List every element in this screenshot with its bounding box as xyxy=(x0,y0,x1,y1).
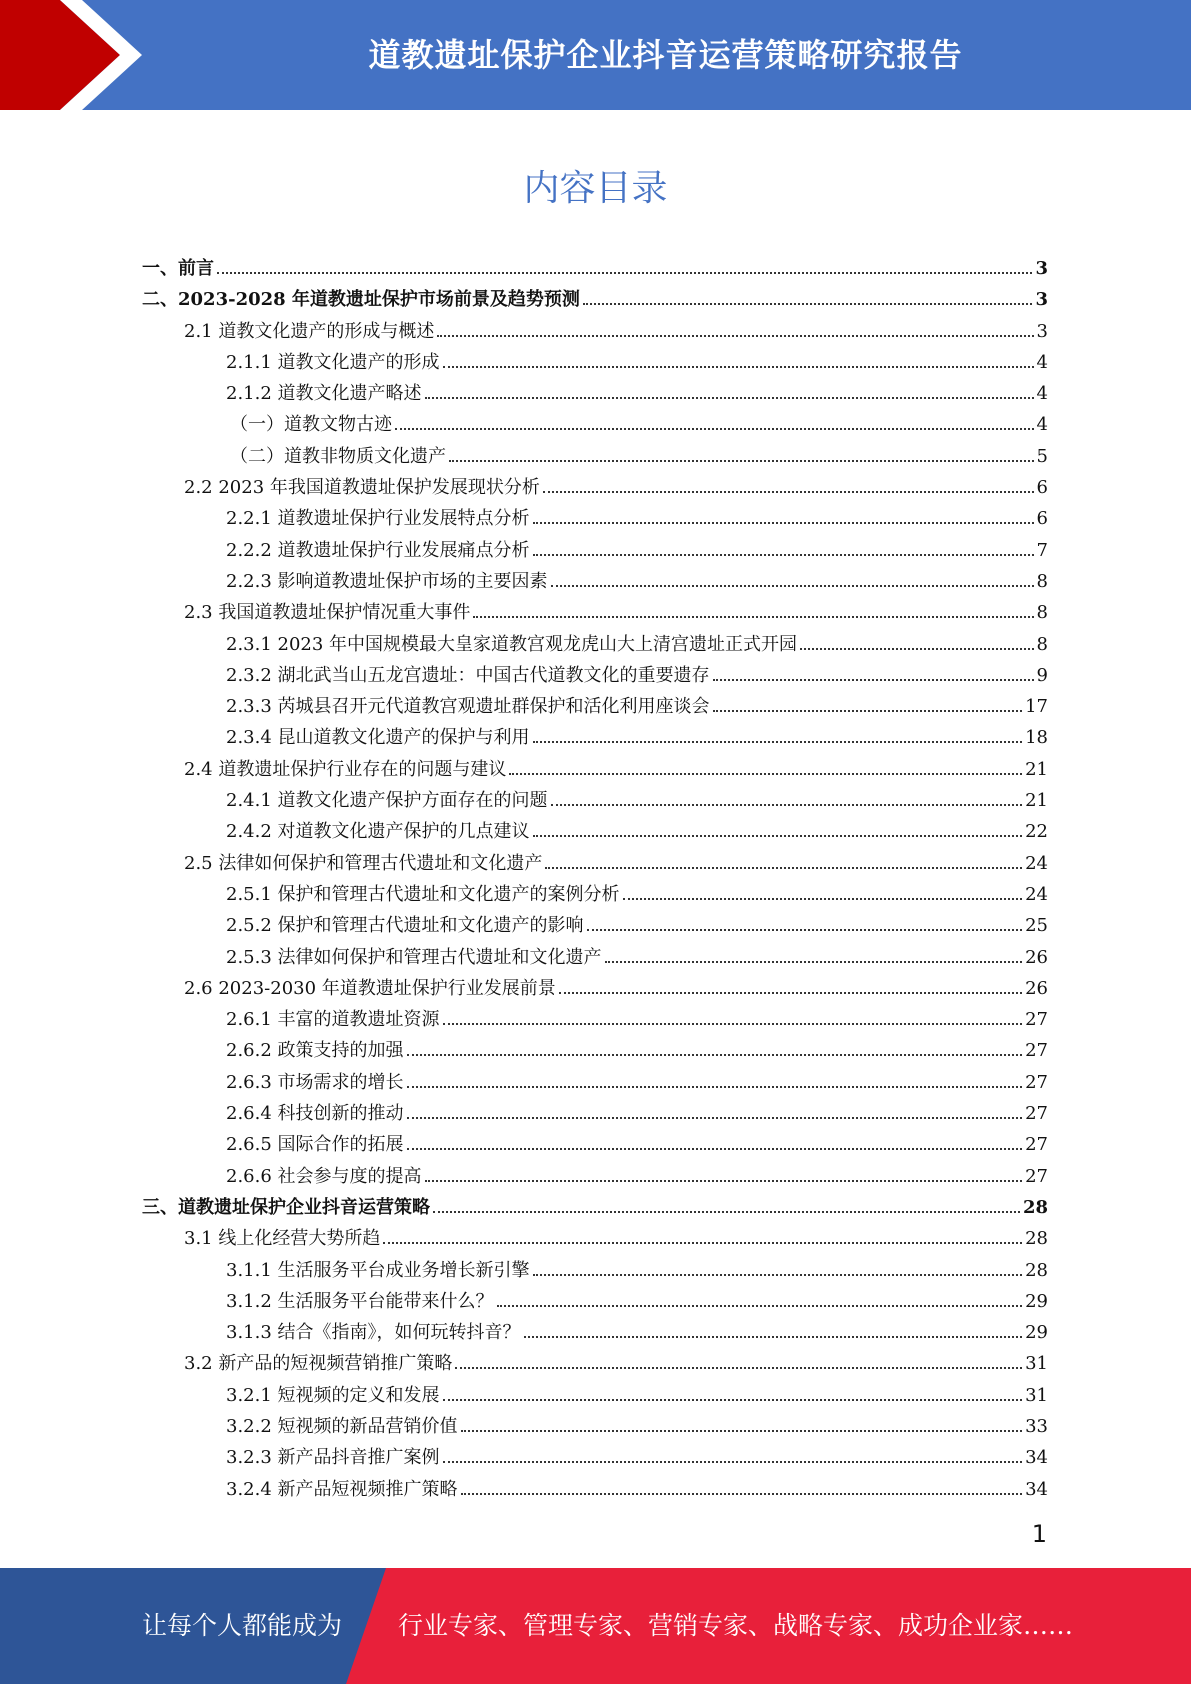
toc-entry[interactable] xyxy=(142,942,1048,973)
toc-entry-title: 2.1 道教文化遗产的形成与概述 xyxy=(184,320,435,342)
toc-entry-page: 7 xyxy=(1036,539,1048,561)
toc-entry-title: 2.2.1 道教遗址保护行业发展特点分析 xyxy=(226,508,530,530)
toc-entry-title: 2.3.3 芮城县召开元代道教宫观遗址群保护和活化利用座谈会 xyxy=(226,696,710,718)
toc-entry-title: 2.6.3 市场需求的增长 xyxy=(226,1071,404,1093)
toc-entry-title: 2.3.1 2023 年中国规模最大皇家道教宫观龙虎山大上清宫遗址正式开园 xyxy=(226,633,798,655)
toc-leader-dots xyxy=(425,397,1034,399)
toc-entry[interactable] xyxy=(142,1004,1048,1035)
toc-leader-dots xyxy=(583,303,1033,305)
toc-entry-page: 27 xyxy=(1025,1134,1048,1156)
toc-leader-dots xyxy=(587,929,1023,931)
toc-entry-title: 2.4.1 道教文化遗产保护方面存在的问题 xyxy=(226,790,548,812)
toc-entry-page: 26 xyxy=(1025,946,1048,968)
toc-leader-dots xyxy=(533,835,1023,837)
toc-leader-dots xyxy=(461,1430,1023,1432)
toc-entry-title: 2.2 2023 年我国道教遗址保护发展现状分析 xyxy=(184,477,540,499)
toc-entry[interactable] xyxy=(142,597,1048,628)
toc-entry[interactable] xyxy=(142,347,1048,378)
table-of-contents xyxy=(142,253,1048,1505)
toc-entry-page: 21 xyxy=(1025,790,1048,812)
toc-entry-title: 3.2.4 新产品短视频推广策略 xyxy=(226,1478,458,1500)
toc-entry-title: 3.1 线上化经营大势所趋 xyxy=(184,1228,381,1250)
header-chevron-graphic xyxy=(0,0,150,110)
toc-entry[interactable] xyxy=(142,1474,1048,1505)
toc-leader-dots xyxy=(533,522,1034,524)
toc-entry-title: 2.6.1 丰富的道教遗址资源 xyxy=(226,1009,440,1031)
toc-entry[interactable] xyxy=(142,816,1048,847)
toc-leader-dots xyxy=(713,679,1034,681)
toc-leader-dots xyxy=(497,1305,1023,1307)
toc-leader-dots xyxy=(713,710,1023,712)
toc-entry-page: 25 xyxy=(1025,915,1048,937)
toc-entry-page: 8 xyxy=(1036,633,1048,655)
toc-entry-title: 2.2.3 影响道教遗址保护市场的主要因素 xyxy=(226,570,548,592)
toc-leader-dots xyxy=(473,616,1033,618)
toc-entry[interactable] xyxy=(142,1255,1048,1286)
toc-entry-page: 21 xyxy=(1025,758,1048,780)
toc-entry[interactable] xyxy=(142,785,1048,816)
toc-leader-dots xyxy=(533,741,1023,743)
toc-entry-title: 3.2 新产品的短视频营销推广策略 xyxy=(184,1353,453,1375)
toc-leader-dots xyxy=(443,1399,1023,1401)
toc-entry[interactable] xyxy=(142,1411,1048,1442)
toc-entry-page: 27 xyxy=(1025,1071,1048,1093)
toc-entry[interactable] xyxy=(142,535,1048,566)
toc-entry-title: 2.5.1 保护和管理古代遗址和文化遗产的案例分析 xyxy=(226,883,620,905)
toc-leader-dots xyxy=(443,1023,1023,1025)
toc-entry[interactable] xyxy=(142,441,1048,472)
toc-entry-page: 24 xyxy=(1025,883,1048,905)
toc-entry[interactable] xyxy=(142,1442,1048,1473)
toc-entry[interactable] xyxy=(142,1223,1048,1254)
toc-entry-page: 4 xyxy=(1036,351,1048,373)
toc-entry-page: 34 xyxy=(1025,1447,1048,1469)
toc-leader-dots xyxy=(443,1461,1023,1463)
toc-entry-title: 2.6.2 政策支持的加强 xyxy=(226,1040,404,1062)
toc-entry-page: 28 xyxy=(1022,1196,1048,1218)
toc-entry[interactable] xyxy=(142,660,1048,691)
toc-entry-page: 27 xyxy=(1025,1103,1048,1125)
toc-entry[interactable] xyxy=(142,1067,1048,1098)
toc-entry-title: 2.2.2 道教遗址保护行业发展痛点分析 xyxy=(226,539,530,561)
toc-entry[interactable] xyxy=(142,722,1048,753)
report-title: 道教遗址保护企业抖音运营策略研究报告 xyxy=(368,36,963,74)
toc-entry-title: 2.3.4 昆山道教文化遗产的保护与利用 xyxy=(226,727,530,749)
toc-entry-page: 8 xyxy=(1036,602,1048,624)
toc-entry-page: 28 xyxy=(1025,1228,1048,1250)
toc-entry-title: 2.5.3 法律如何保护和管理古代遗址和文化遗产 xyxy=(226,946,602,968)
toc-entry-title: 2.1.1 道教文化遗产的形成 xyxy=(226,351,440,373)
toc-entry[interactable] xyxy=(142,566,1048,597)
toc-entry[interactable] xyxy=(142,848,1048,879)
toc-entry-title: 2.6.6 社会参与度的提高 xyxy=(226,1165,422,1187)
toc-entry[interactable] xyxy=(142,1348,1048,1379)
toc-leader-dots xyxy=(407,1054,1023,1056)
toc-entry-title: 三、道教遗址保护企业抖音运营策略 xyxy=(142,1196,430,1218)
toc-leader-dots xyxy=(407,1117,1023,1119)
toc-entry-title: 2.5.2 保护和管理古代遗址和文化遗产的影响 xyxy=(226,915,584,937)
toc-leader-dots xyxy=(800,648,1033,650)
toc-heading: 内容目录 xyxy=(523,168,668,209)
toc-leader-dots xyxy=(217,272,1032,274)
toc-entry-title: 2.3.2 湖北武当山五龙宫遗址：中国古代道教文化的重要遗存 xyxy=(226,664,710,686)
toc-entry-title: 3.2.3 新产品抖音推广案例 xyxy=(226,1447,440,1469)
toc-entry[interactable] xyxy=(142,1380,1048,1411)
toc-entry-title: 二、2023-2028 年道教遗址保护市场前景及趋势预测 xyxy=(142,289,580,311)
toc-entry[interactable] xyxy=(142,1317,1048,1348)
toc-entry-title: （二）道教非物质文化遗产 xyxy=(230,445,446,467)
toc-entry-page: 17 xyxy=(1025,696,1048,718)
toc-leader-dots xyxy=(449,460,1034,462)
toc-entry[interactable] xyxy=(142,1129,1048,1160)
toc-entry-page: 6 xyxy=(1036,477,1048,499)
toc-leader-dots xyxy=(533,1274,1023,1276)
toc-entry-page: 6 xyxy=(1036,508,1048,530)
toc-entry[interactable] xyxy=(142,1192,1048,1223)
footer-slogan-right: 行业专家、管理专家、营销专家、战略专家、成功企业家…… xyxy=(398,1611,1074,1640)
toc-entry[interactable] xyxy=(142,503,1048,534)
toc-entry-title: 2.4 道教遗址保护行业存在的问题与建议 xyxy=(184,758,507,780)
toc-entry-title: 3.2.1 短视频的定义和发展 xyxy=(226,1384,440,1406)
toc-leader-dots xyxy=(395,428,1034,430)
toc-entry-page: 9 xyxy=(1036,664,1048,686)
toc-entry-title: 3.1.1 生活服务平台成业务增长新引擎 xyxy=(226,1259,530,1281)
toc-entry[interactable] xyxy=(142,409,1048,440)
page-number: 1 xyxy=(1031,1520,1047,1548)
toc-entry-page: 34 xyxy=(1025,1478,1048,1500)
toc-entry-page: 31 xyxy=(1025,1353,1048,1375)
toc-entry[interactable] xyxy=(142,1098,1048,1129)
toc-entry-title: 3.1.3 结合《指南》，如何玩转抖音？ xyxy=(226,1322,521,1344)
toc-entry[interactable] xyxy=(142,973,1048,1004)
toc-leader-dots xyxy=(433,1211,1020,1213)
toc-entry-page: 27 xyxy=(1025,1040,1048,1062)
header-banner xyxy=(0,0,1191,110)
toc-entry[interactable] xyxy=(142,1035,1048,1066)
toc-entry[interactable] xyxy=(142,284,1048,315)
toc-leader-dots xyxy=(443,366,1034,368)
toc-leader-dots xyxy=(461,1493,1023,1495)
toc-leader-dots xyxy=(437,335,1033,337)
toc-entry-title: 2.3 我国道教遗址保护情况重大事件 xyxy=(184,602,471,624)
toc-leader-dots xyxy=(533,554,1034,556)
toc-entry-page: 3 xyxy=(1036,320,1048,342)
toc-entry-page: 33 xyxy=(1025,1415,1048,1437)
toc-entry-page: 27 xyxy=(1025,1165,1048,1187)
toc-entry[interactable] xyxy=(142,879,1048,910)
toc-entry-title: 2.6.5 国际合作的拓展 xyxy=(226,1134,404,1156)
toc-entry[interactable] xyxy=(142,378,1048,409)
toc-entry[interactable] xyxy=(142,253,1048,284)
toc-entry-title: 2.6.4 科技创新的推动 xyxy=(226,1103,404,1125)
toc-leader-dots xyxy=(545,867,1022,869)
toc-entry[interactable] xyxy=(142,691,1048,722)
toc-leader-dots xyxy=(605,961,1023,963)
toc-entry-page: 27 xyxy=(1025,1009,1048,1031)
toc-entry-page: 4 xyxy=(1036,414,1048,436)
toc-entry[interactable] xyxy=(142,1286,1048,1317)
toc-leader-dots xyxy=(407,1086,1023,1088)
toc-entry-page: 4 xyxy=(1036,383,1048,405)
toc-leader-dots xyxy=(455,1367,1022,1369)
toc-entry[interactable] xyxy=(142,472,1048,503)
toc-entry-page: 29 xyxy=(1025,1290,1048,1312)
toc-entry-title: 2.1.2 道教文化遗产略述 xyxy=(226,383,422,405)
toc-entry[interactable] xyxy=(142,629,1048,660)
toc-entry-page: 29 xyxy=(1025,1322,1048,1344)
toc-entry-title: 2.6 2023-2030 年道教遗址保护行业发展前景 xyxy=(184,977,556,999)
footer-banner xyxy=(0,1568,1191,1684)
toc-leader-dots xyxy=(425,1180,1023,1182)
toc-leader-dots xyxy=(623,898,1023,900)
toc-leader-dots xyxy=(524,1336,1023,1338)
toc-entry-page: 28 xyxy=(1025,1259,1048,1281)
toc-entry-title: 3.1.2 生活服务平台能带来什么？ xyxy=(226,1290,494,1312)
toc-entry[interactable] xyxy=(142,1161,1048,1192)
toc-entry-page: 24 xyxy=(1025,852,1048,874)
toc-entry-title: （一）道教文物古迹 xyxy=(230,414,392,436)
toc-entry-page: 5 xyxy=(1036,445,1048,467)
toc-entry-page: 26 xyxy=(1025,977,1048,999)
toc-entry[interactable] xyxy=(142,910,1048,941)
toc-entry-title: 一、前言 xyxy=(142,258,214,279)
toc-entry-page: 3 xyxy=(1035,289,1048,311)
toc-entry-page: 3 xyxy=(1035,258,1048,279)
toc-leader-dots xyxy=(383,1242,1022,1244)
toc-entry-title: 2.5 法律如何保护和管理古代遗址和文化遗产 xyxy=(184,852,543,874)
toc-leader-dots xyxy=(509,773,1022,775)
toc-entry-page: 18 xyxy=(1025,727,1048,749)
footer-slogan-left: 让每个人都能成为 xyxy=(142,1611,343,1640)
toc-entry[interactable] xyxy=(142,316,1048,347)
toc-entry-page: 31 xyxy=(1025,1384,1048,1406)
toc-leader-dots xyxy=(543,491,1034,493)
toc-entry-title: 2.4.2 对道教文化遗产保护的几点建议 xyxy=(226,821,530,843)
toc-entry[interactable] xyxy=(142,754,1048,785)
toc-entry-page: 8 xyxy=(1036,570,1048,592)
toc-leader-dots xyxy=(407,1148,1023,1150)
toc-leader-dots xyxy=(551,585,1034,587)
toc-leader-dots xyxy=(559,992,1022,994)
toc-leader-dots xyxy=(551,804,1023,806)
toc-entry-title: 3.2.2 短视频的新品营销价值 xyxy=(226,1415,458,1437)
toc-entry-page: 22 xyxy=(1025,821,1048,843)
